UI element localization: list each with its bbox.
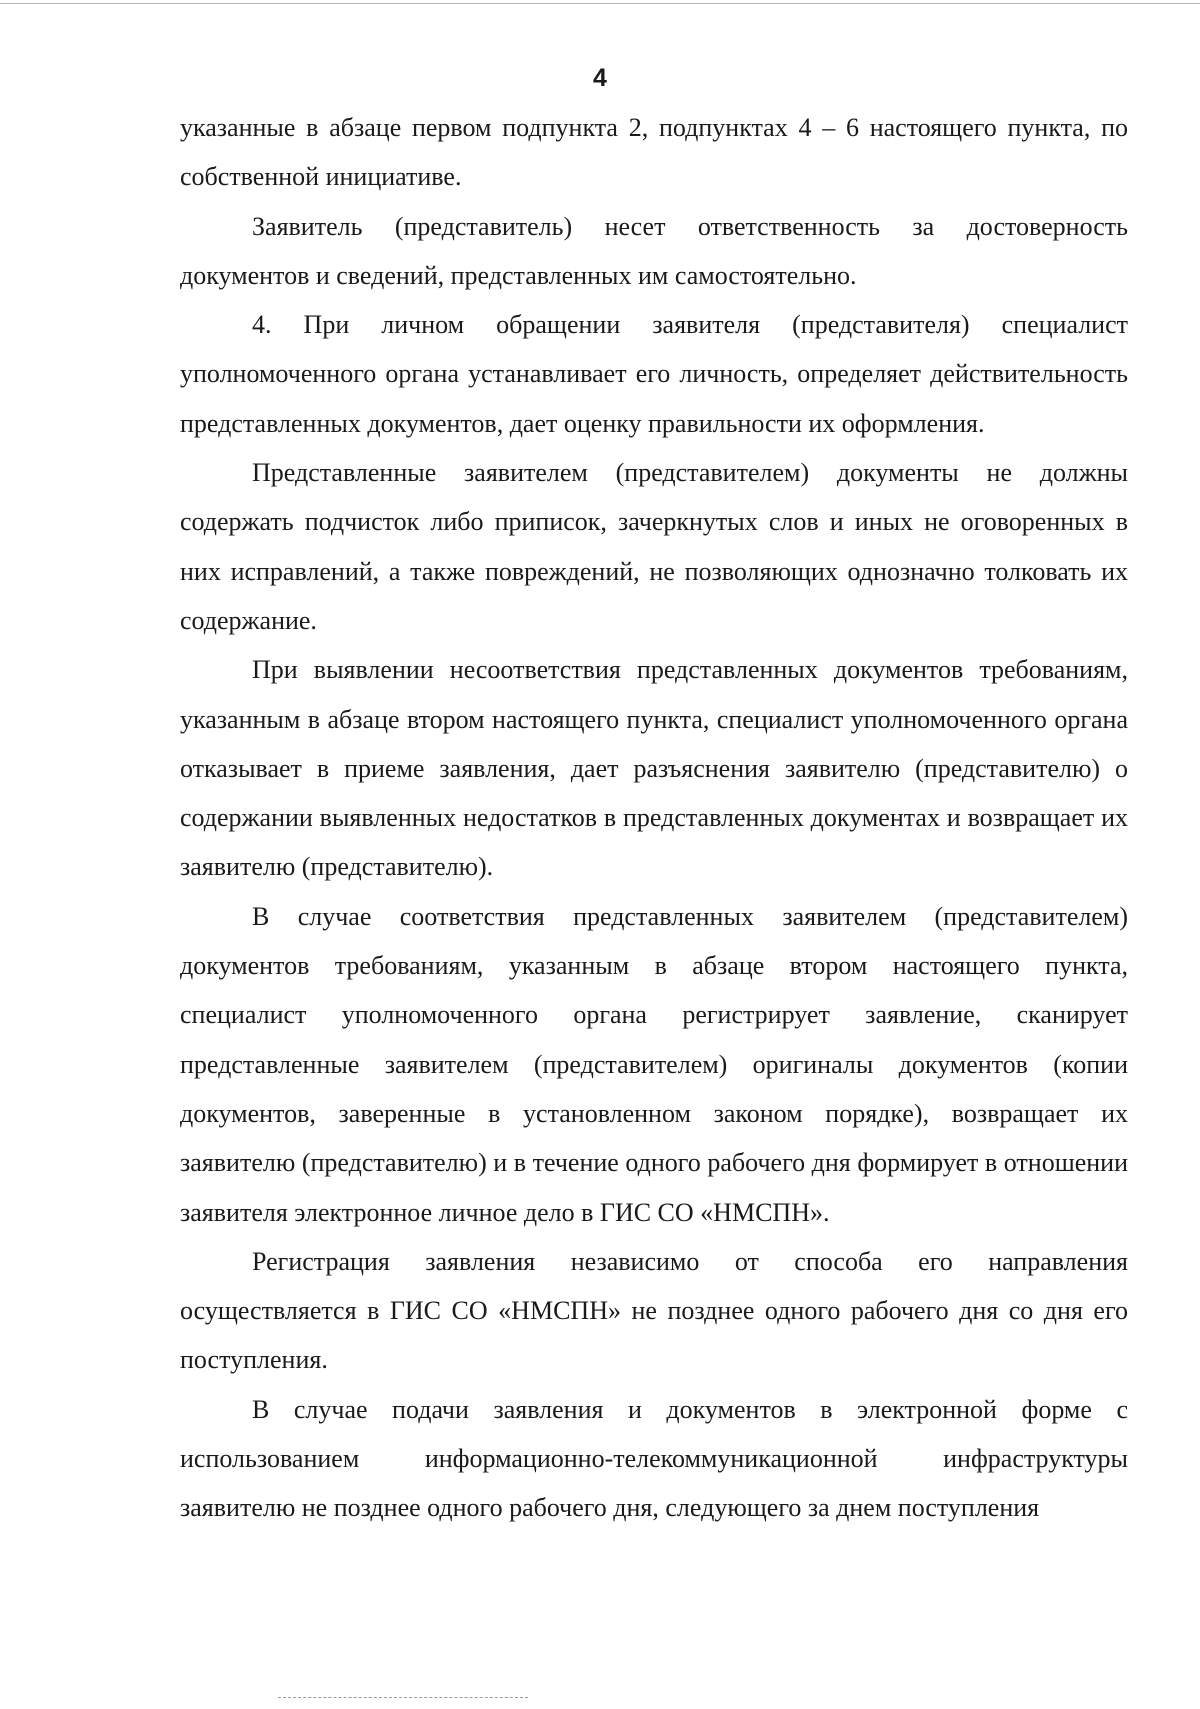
document-body — [180, 103, 1128, 1533]
page-number: 4 — [593, 64, 607, 92]
paragraph-document-requirements: Представленные заявителем (представителем) документы не должны содержать подчисток либо приписок, зачеркнутых слов и иных не оговоренных в них исправлений, а также повреждений, не позволяющих однозначно толковать их содержание. — [180, 458, 1128, 635]
paragraph-electronic-submission: В случае подачи заявления и документов в электронной форме с использованием информационно-телекоммуникационной инфраструктуры заявителю не позднее одного рабочего дня, следующего за днем поступления — [180, 1394, 1128, 1523]
paragraph-applicant-responsibility: Заявитель (представитель) несет ответственность за достоверность документов и сведений, представленных им самостоятельно. — [180, 211, 1128, 290]
paragraph-conformity-registration: В случае соответствия представленных заявителем (представителем) документов требованиям, указанным в абзаце втором настоящего пункта, специалист уполномоченного органа регистрирует заявление, сканирует представленные заявителем (представителем) оригиналы документов (копии документов, заверенные в установленном законом порядке), возвращает их заявителю (представителю) и в течение одного рабочего дня формирует в отношении заявителя электронное личное дело в ГИС СО «НМСПН». — [180, 901, 1128, 1227]
paragraph-nonconformity-refusal: При выявлении несоответствия представленных документов требованиям, указанным в абзаце втором настоящего пункта, специалист уполномоченного органа отказывает в приеме заявления, дает разъяснения заявителю (представителю) о содержании выявленных недостатков в представленных документах и возвращает их заявителю (представителю). — [180, 655, 1128, 882]
paragraph-registration-deadline: Регистрация заявления независимо от способа его направления осуществляется в ГИС СО «НМСПН» не позднее одного рабочего дня со дня его поступления. — [180, 1246, 1128, 1375]
top-scan-edge-line — [0, 3, 1200, 4]
bottom-scan-artifact-line — [278, 1697, 528, 1699]
paragraph-item-4-personal-visit: 4. При личном обращении заявителя (представителя) специалист уполномоченного органа устанавливает его личность, определяет действительность представленных документов, дает оценку правильности их оформления. — [180, 310, 1128, 438]
paragraph-continuation: указанные в абзаце первом подпункта 2, подпунктах 4 – 6 настоящего пункта, по собственной инициативе. — [180, 113, 1128, 192]
